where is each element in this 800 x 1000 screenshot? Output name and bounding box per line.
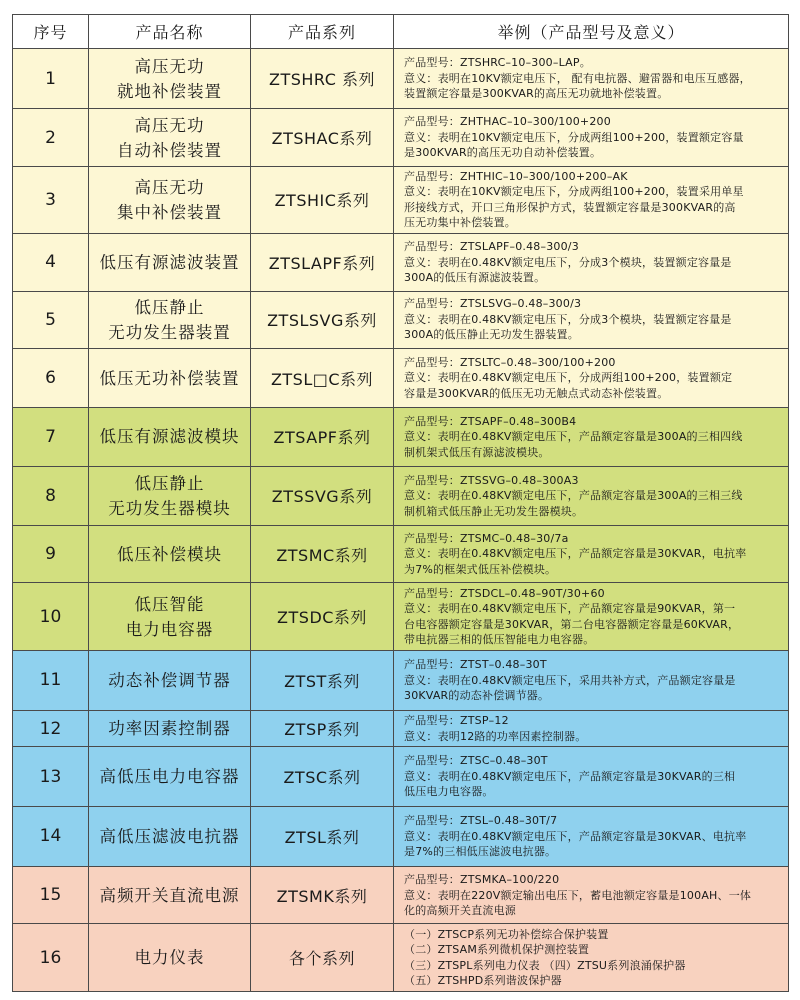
row-number: 1 (13, 49, 89, 109)
product-name (89, 291, 251, 348)
example-line: 意义：表明在0.48KV额定电压下，产品额定容量是300A的三相四线 (404, 430, 743, 444)
example-line: 产品型号：ZTSMC–0.48–30/7a (404, 531, 569, 545)
table-row (13, 408, 789, 466)
example-line: 产品型号：ZTSLSVG–0.48–300/3 (404, 297, 582, 311)
product-example (394, 525, 789, 582)
example-line: 30KVAR的动态补偿调节器。 (404, 689, 550, 703)
product-name-line: 集中补偿装置 (117, 202, 222, 222)
table-row (13, 867, 789, 924)
example-line: 意义：表明在0.48KV额定电压下，分成3个模块，装置额定容量是 (404, 255, 732, 269)
example-line: 压无功集中补偿装置。 (404, 216, 516, 230)
product-series: ZTSDC系列 (251, 583, 394, 650)
product-name (89, 867, 251, 924)
product-name-line: 动态补偿调节器 (108, 670, 231, 690)
product-name (89, 747, 251, 806)
example-line: 产品型号：ZTSSVG–0.48–300A3 (404, 473, 579, 487)
table-row (13, 747, 789, 806)
example-line: 产品型号：ZTSLAPF–0.48–300/3 (404, 240, 579, 254)
table-row (13, 109, 789, 166)
product-series: ZTSHAC系列 (251, 109, 394, 166)
product-example (394, 867, 789, 924)
row-number: 4 (13, 234, 89, 291)
row-number: 13 (13, 747, 89, 806)
example-line: 意义：表明在0.48KV额定电压下，分成3个模块，装置额定容量是 (404, 312, 732, 326)
product-series: ZTSHIC系列 (251, 166, 394, 233)
product-table (12, 14, 789, 992)
example-line: 产品型号：ZTSP–12 (404, 714, 509, 728)
table-row (13, 650, 789, 710)
example-line: 300A的低压有源滤波装置。 (404, 271, 546, 285)
product-name (89, 711, 251, 747)
example-line: （五）ZTSHPD系列谐波保护器 (404, 974, 562, 988)
product-name-line: 电力电容器 (125, 619, 214, 639)
header-name: 产品名称 (89, 15, 251, 49)
product-example (394, 747, 789, 806)
table-row (13, 166, 789, 233)
example-line: 产品型号：ZHTHIC–10–300/100+200–AK (404, 169, 628, 183)
table-row (13, 924, 789, 992)
row-number: 8 (13, 466, 89, 525)
product-name-line: 低压有源滤波模块 (99, 427, 240, 447)
table-row (13, 525, 789, 582)
table-row (13, 234, 789, 291)
example-line: 是7%的三相低压滤波电抗器。 (404, 845, 557, 859)
table-row (13, 806, 789, 866)
product-example (394, 806, 789, 866)
product-example (394, 234, 789, 291)
product-name-line: 无功发生器装置 (108, 322, 231, 342)
product-series: ZTST系列 (251, 650, 394, 710)
product-series: ZTSL□C系列 (251, 348, 394, 407)
example-line: 意义：表明在10KV额定电压下， 配有电抗器、避雷器和电压互感器， (404, 71, 751, 85)
example-line: 产品型号：ZTSDCL–0.48–90T/30+60 (404, 586, 605, 600)
product-name (89, 525, 251, 582)
product-name (89, 408, 251, 466)
example-line: 意义：表明在10KV额定电压下，分成两组100+200，装置采用单星 (404, 185, 744, 199)
product-name-line: 高压无功 (134, 115, 205, 135)
example-line: （三）ZTSPL系列电力仪表 （四）ZTSU系列浪涌保护器 (404, 958, 686, 972)
product-series: ZTSLAPF系列 (251, 234, 394, 291)
header-series: 产品系列 (251, 15, 394, 49)
product-series: ZTSP系列 (251, 711, 394, 747)
product-name (89, 49, 251, 109)
product-name-line: 低压有源滤波装置 (99, 252, 240, 272)
table-row (13, 348, 789, 407)
product-series: ZTSLSVG系列 (251, 291, 394, 348)
row-number: 7 (13, 408, 89, 466)
product-name-line: 电力仪表 (134, 948, 205, 968)
example-line: 300A的低压静止无功发生器装置。 (404, 328, 579, 342)
product-name-line: 低压补偿模块 (117, 544, 222, 564)
product-name-line: 功率因素控制器 (108, 719, 231, 739)
example-line: 低压电力电容器。 (404, 785, 494, 799)
product-name-line: 低压静止 (134, 297, 205, 317)
product-name (89, 234, 251, 291)
row-number: 12 (13, 711, 89, 747)
row-number: 3 (13, 166, 89, 233)
product-example (394, 109, 789, 166)
product-series: ZTSSVG系列 (251, 466, 394, 525)
table-row (13, 49, 789, 109)
table-body (13, 49, 789, 992)
example-line: 产品型号：ZTSLTC–0.48–300/100+200 (404, 355, 616, 369)
product-name-line: 就地补偿装置 (117, 81, 222, 101)
product-name-line: 低压无功补偿装置 (99, 368, 240, 388)
example-line: 意义：表明在220V额定输出电压下，蓄电池额定容量是100AH、一体 (404, 888, 752, 902)
example-line: 制机箱式低压静止无功发生器模块。 (404, 504, 584, 518)
product-name (89, 806, 251, 866)
product-name (89, 650, 251, 710)
product-example (394, 711, 789, 747)
row-number: 16 (13, 924, 89, 992)
product-name-line: 无功发生器模块 (108, 498, 231, 518)
example-line: 是300KVAR的高压无功自动补偿装置。 (404, 146, 602, 160)
row-number: 5 (13, 291, 89, 348)
product-example (394, 924, 789, 992)
product-example (394, 466, 789, 525)
example-line: 意义：表明在0.48KV额定电压下，产品额定容量是300A的三相三线 (404, 489, 743, 503)
row-number: 10 (13, 583, 89, 650)
example-line: 带电抗器三相的低压智能电力电容器。 (404, 633, 595, 647)
table-row (13, 291, 789, 348)
product-name-line: 低压智能 (134, 594, 205, 614)
product-name (89, 466, 251, 525)
header-example: 举例（产品型号及意义） (394, 15, 789, 49)
example-line: 意义：表明在0.48KV额定电压下，产品额定容量是30KVAR、电抗率 (404, 829, 747, 843)
product-name-line: 高压无功 (134, 177, 205, 197)
row-number: 11 (13, 650, 89, 710)
example-line: 形接线方式，开口三角形保护方式，装置额定容量是300KVAR的高 (404, 200, 736, 214)
example-line: 产品型号：ZHTHAC–10–300/100+200 (404, 115, 611, 129)
product-example (394, 291, 789, 348)
product-series: ZTSL系列 (251, 806, 394, 866)
product-name (89, 924, 251, 992)
example-line: 制机架式低压有源滤波模块。 (404, 445, 550, 459)
product-series: ZTSHRC 系列 (251, 49, 394, 109)
product-example (394, 166, 789, 233)
product-series: ZTSC系列 (251, 747, 394, 806)
example-line: 意义：表明在0.48KV额定电压下，产品额定容量是30KVAR的三相 (404, 769, 736, 783)
example-line: 意义：表明在0.48KV额定电压下，产品额定容量是90KVAR，第一 (404, 602, 736, 616)
product-name-line: 高频开关直流电源 (99, 885, 240, 905)
example-line: 产品型号：ZTSL–0.48–30T/7 (404, 814, 558, 828)
product-name-line: 高低压滤波电抗器 (99, 826, 240, 846)
product-name-line: 高低压电力电容器 (99, 767, 240, 787)
table-row (13, 711, 789, 747)
example-line: 产品型号：ZTST–0.48–30T (404, 658, 547, 672)
example-line: 产品型号：ZTSHRC–10–300–LAP。 (404, 56, 591, 70)
example-line: 为7%的框架式低压补偿模块。 (404, 562, 557, 576)
product-name-line: 自动补偿装置 (117, 140, 222, 160)
example-line: 意义：表明在0.48KV额定电压下，产品额定容量是30KVAR，电抗率 (404, 547, 747, 561)
row-number: 6 (13, 348, 89, 407)
example-line: 容量是300KVAR的低压无功无触点式动态补偿装置。 (404, 386, 669, 400)
example-line: 意义：表明在0.48KV额定电压下，分成两组100+200，装置额定 (404, 371, 733, 385)
header-no: 序号 (13, 15, 89, 49)
product-series: ZTSAPF系列 (251, 408, 394, 466)
example-line: 意义：表明在10KV额定电压下，分成两组100+200，装置额定容量 (404, 130, 744, 144)
product-series: 各个系列 (251, 924, 394, 992)
product-example (394, 49, 789, 109)
product-name (89, 109, 251, 166)
product-name-line: 低压静止 (134, 473, 205, 493)
example-line: 台电容器额定容量是30KVAR，第二台电容器额定容量是60KVAR， (404, 617, 740, 631)
row-number: 9 (13, 525, 89, 582)
example-line: 产品型号：ZTSAPF–0.48–300B4 (404, 414, 577, 428)
row-number: 2 (13, 109, 89, 166)
product-series: ZTSMC系列 (251, 525, 394, 582)
example-line: 意义：表明12路的功率因素控制器。 (404, 729, 587, 743)
product-example (394, 583, 789, 650)
example-line: （一）ZTSCP系列无功补偿综合保护装置 (404, 927, 609, 941)
example-line: 产品型号：ZTSMKA–100/220 (404, 873, 560, 887)
row-number: 14 (13, 806, 89, 866)
example-line: 产品型号：ZTSC–0.48–30T (404, 754, 548, 768)
product-example (394, 408, 789, 466)
table-row (13, 466, 789, 525)
product-example (394, 348, 789, 407)
product-series: ZTSMK系列 (251, 867, 394, 924)
row-number: 15 (13, 867, 89, 924)
product-example (394, 650, 789, 710)
example-line: 化的高频开关直流电源 (404, 904, 516, 918)
product-name (89, 348, 251, 407)
example-line: 装置额定容量是300KVAR的高压无功就地补偿装置。 (404, 87, 669, 101)
example-line: （二）ZTSAM系列微机保护测控装置 (404, 943, 590, 957)
product-name (89, 166, 251, 233)
product-name-line: 高压无功 (134, 56, 205, 76)
table-row (13, 583, 789, 650)
table-header-row (13, 15, 789, 49)
product-name (89, 583, 251, 650)
example-line: 意义：表明在0.48KV额定电压下，采用共补方式，产品额定容量是 (404, 673, 736, 687)
